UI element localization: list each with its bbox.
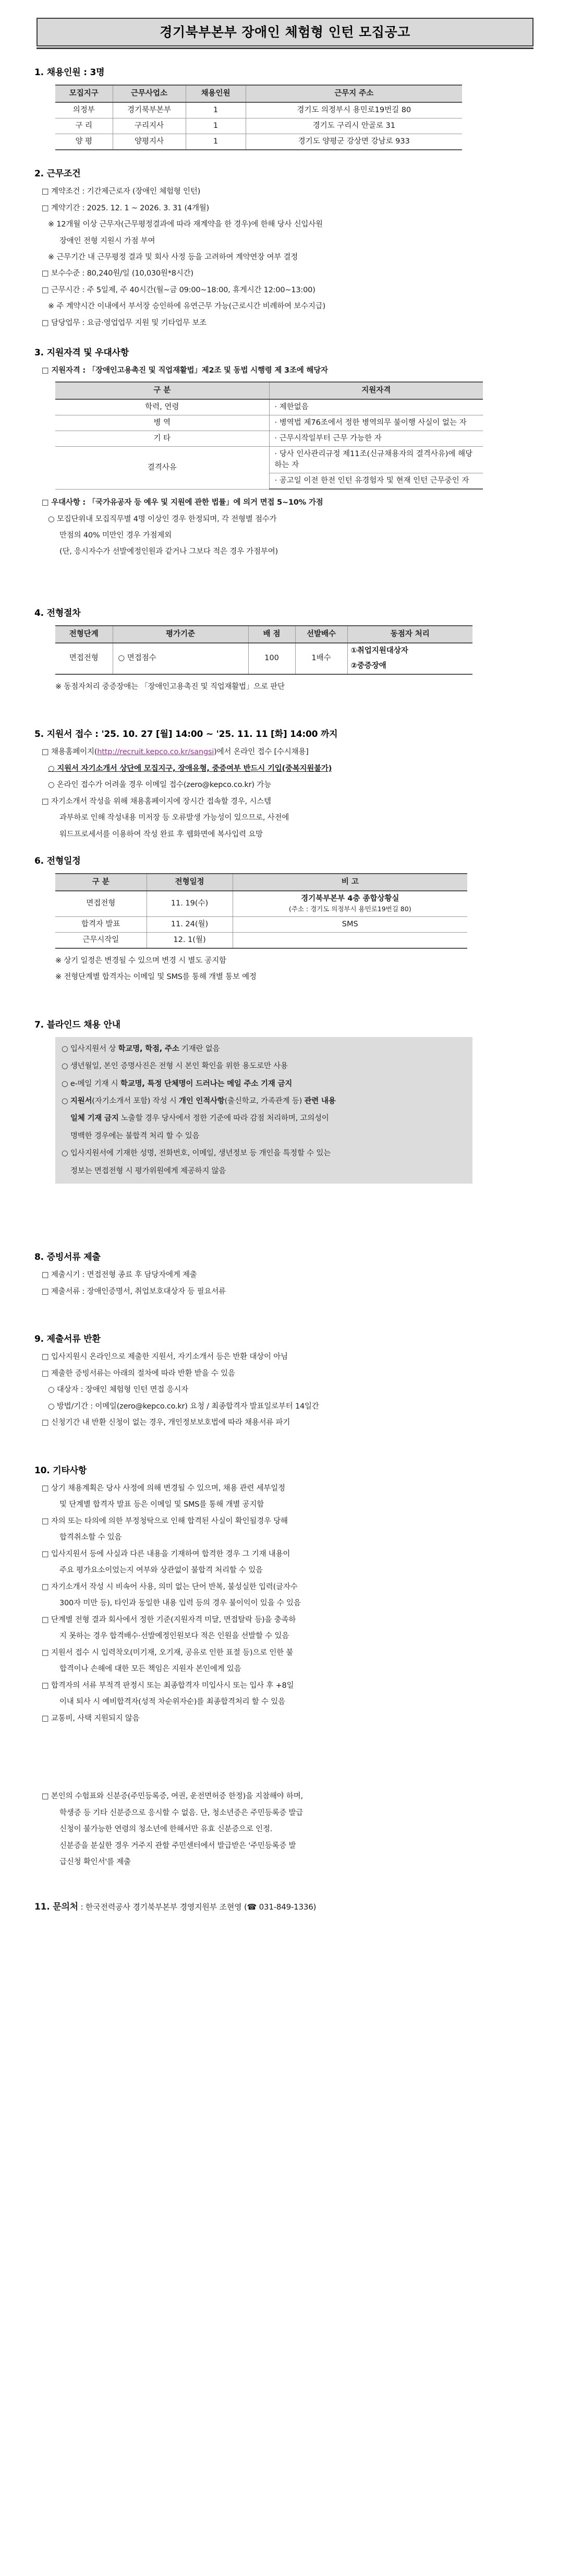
other-item-7-cont: 이내 퇴사 시 예비합격자(성적 차순위자순)를 최종합격처리 할 수 있음 — [59, 1698, 285, 1707]
col-multiple: 선발배수 — [295, 626, 347, 643]
cell-district: 구 리 — [55, 118, 113, 134]
box-bullet-icon: □ — [42, 285, 49, 294]
cell-address: 경기도 양평군 강상면 강남로 933 — [246, 134, 462, 150]
blind-recruitment-box — [55, 1037, 472, 1184]
recruit-homepage-link[interactable]: http://recruit.kepco.co.kr/sangsi — [97, 748, 214, 757]
box-bullet-icon: □ — [42, 1484, 49, 1493]
section-6-note-1: ※ 상기 일정은 변경될 수 있으며 변경 시 별도 공지함 — [55, 956, 226, 965]
cell-criteria: ○ 면접점수 — [113, 643, 248, 674]
box-bullet-icon: □ — [42, 1369, 49, 1378]
table-header-row — [55, 382, 483, 399]
asterisk-bullet-icon: ※ — [48, 253, 54, 261]
cell-headcount: 1 — [186, 118, 246, 134]
schedule-table — [55, 873, 467, 948]
id-requirement-line-3: 신청이 불가능한 연령의 청소년에 한해서만 유효 신분증으로 인정. — [59, 1825, 273, 1834]
cell-qualification: · 공고일 이전 한전 인턴 유경험자 및 현재 인턴 근무중인 자 — [269, 473, 483, 490]
work-condition-note-2: ※ 근무기간 내 근무평정 결과 및 회사 사정 등을 고려하여 계약연장 여부 결정 — [48, 253, 298, 261]
circle-bullet-icon: ○ — [48, 1402, 55, 1411]
cell-address: 경기도 구리시 안골로 31 — [246, 118, 462, 134]
cell-date: 12. 1(월) — [147, 932, 233, 948]
submit-timing: □ 제출시기 : 면접전형 종료 후 담당자에게 제출 — [42, 1271, 197, 1280]
box-bullet-icon: □ — [42, 1681, 49, 1690]
table-row — [55, 916, 467, 932]
section-6-note-2: ※ 전형단계별 합격자는 이메일 및 SMS를 통해 개별 통보 예정 — [55, 973, 257, 982]
id-requirement-line-5: 급신청 확인서'를 제출 — [59, 1858, 131, 1867]
section-5-heading: 5. 지원서 접수 : '25. 10. 27 [월] 14:00 ~ '25. 11. 11 [화] 14:00 까지 — [34, 729, 338, 740]
box-bullet-icon: □ — [42, 269, 49, 278]
table-header-row — [55, 85, 462, 102]
other-item-4: □ 자기소개서 작성 시 비속어 사용, 의미 없는 단어 반복, 불성실한 입력(글자수 — [42, 1582, 298, 1591]
table-row — [55, 431, 483, 446]
blind-item-5-cont: 정보는 면접전형 시 평가위원에게 제공하지 않음 — [70, 1166, 226, 1175]
apply-note-system-cont-1: 과부하로 인해 작성내용 미저장 등 오류발생 가능성이 있으므로, 사전에 — [59, 814, 289, 822]
box-bullet-icon: □ — [42, 748, 49, 757]
other-item-7: □ 합격자의 서류 부적격 판정시 또는 최종합격자 미입사시 또는 입사 후 +8일 — [42, 1681, 294, 1690]
preference-note-1-cont: 만점의 40% 미만인 경우 가점제외 — [59, 531, 172, 540]
cell-stage: 합격자 발표 — [55, 916, 147, 932]
asterisk-bullet-icon: ※ — [48, 302, 54, 311]
submit-documents: □ 제출서류 : 장애인증명서, 취업보호대상자 등 필요서류 — [42, 1287, 226, 1296]
cell-qualification: · 당사 인사관리규정 제11조(신규채용자의 결격사유)에 해당하는 자 — [269, 446, 483, 473]
cell-remarks — [233, 932, 467, 948]
circle-bullet-icon: ○ — [48, 781, 55, 790]
spacer — [34, 697, 536, 711]
col-criteria: 평가기준 — [113, 626, 248, 643]
spacer — [34, 1729, 536, 1791]
box-bullet-icon: □ — [42, 1287, 49, 1296]
section-4-heading: 4. 전형절차 — [34, 607, 81, 618]
other-item-4-cont: 300자 미만 등), 타인과 동일한 내용 입력 등의 경우 불이익이 있을 수 있음 — [59, 1599, 301, 1608]
small-circle-bullet-icon: ○ — [62, 1079, 68, 1088]
section-7-heading: 7. 블라인드 채용 안내 — [34, 1019, 120, 1030]
col-tiebreak: 동점자 처리 — [347, 626, 472, 643]
other-item-6: □ 지원서 접수 시 입력착오(미기재, 오기재, 공유로 인한 표절 등)으로 인한 불 — [42, 1648, 294, 1657]
other-item-2-cont: 합격취소할 수 있음 — [59, 1533, 122, 1542]
small-circle-bullet-icon: ○ — [62, 1097, 68, 1105]
box-bullet-icon: □ — [42, 318, 49, 327]
tiebreak-item-2: ②중증장애 — [350, 661, 386, 670]
box-bullet-icon: □ — [42, 1418, 49, 1427]
other-item-2: □ 자의 또는 타의에 의한 부정청탁으로 인해 합격된 사실이 확인될경우 당해 — [42, 1517, 288, 1525]
work-condition-note-1: ※ 12개월 이상 근무자(근무평정결과에 따라 재계약을 한 경우)에 한해 당사 신입사원 — [48, 220, 323, 229]
asterisk-bullet-icon: ※ — [48, 220, 54, 229]
box-bullet-icon: □ — [42, 1792, 49, 1801]
box-bullet-icon: □ — [42, 1517, 49, 1525]
blind-item-3: ○ e-메일 기재 시 학교명, 특정 단체명이 드러나는 메일 주소 기재 금지 — [62, 1079, 293, 1088]
table-row — [55, 415, 483, 431]
preference-lead: □ 우대사항 : 「국가유공자 등 예우 및 지원에 관한 법률」에 의거 면접 5~10% 가점 — [42, 498, 323, 507]
cell-remarks: SMS — [233, 916, 467, 932]
id-requirement-line-2: 학생증 등 기타 신분증으로 응시할 수 없음. 단, 청소년증은 주민등록증 발급 — [59, 1808, 304, 1817]
cell-category: 결격사유 — [55, 446, 269, 489]
box-bullet-icon: □ — [42, 1582, 49, 1591]
blind-item-5: ○ 입사지원서에 기재한 성명, 전화번호, 이메일, 생년정보 등 개인을 특정할 수 있는 — [62, 1149, 331, 1158]
small-circle-bullet-icon: ○ — [62, 1044, 68, 1053]
box-bullet-icon: □ — [42, 797, 49, 806]
table-row — [55, 399, 483, 415]
table-row — [55, 446, 483, 473]
table-row — [55, 134, 462, 150]
qualification-table — [55, 381, 483, 490]
section-9-heading: 9. 제출서류 반환 — [34, 1334, 101, 1345]
box-bullet-icon: □ — [42, 1714, 49, 1723]
page-title: 경기북부본부 장애인 체험형 인턴 모집공고 — [160, 25, 410, 40]
return-note-3: □ 신청기간 내 반환 신청이 없는 경우, 개인정보보호법에 따라 채용서류 파기 — [42, 1418, 290, 1427]
col-headcount: 채용인원 — [186, 85, 246, 102]
box-bullet-icon: □ — [42, 204, 49, 212]
box-bullet-icon: □ — [42, 187, 49, 196]
section-2-heading: 2. 근무조건 — [34, 169, 81, 180]
other-item-5-cont: 지 못하는 경우 합격배수·선발예정인원보다 적은 인원을 선발할 수 있음 — [59, 1632, 289, 1641]
cell-qualification: · 근무시작일부터 근무 가능한 자 — [269, 431, 483, 446]
box-bullet-icon: □ — [42, 1549, 49, 1558]
work-condition-duties: □ 담당업무 : 요금·영업업무 지원 및 기타업무 보조 — [42, 318, 207, 327]
cell-headcount: 1 — [186, 102, 246, 118]
other-item-8: □ 교통비, 사택 지원되지 않음 — [42, 1714, 140, 1723]
cell-stage: 면접전형 — [55, 643, 113, 674]
other-item-5: □ 단계별 전형 결과 회사에서 정한 기준(지원자격 미달, 면접탈락 등)을 충족하 — [42, 1615, 296, 1624]
apply-note-system-cont-2: 워드프로세서를 이용하여 작성 완료 후 웹화면에 복사입력 요망 — [59, 830, 263, 839]
table-row — [55, 932, 467, 948]
blind-item-1: ○ 입사지원서 상 학교명, 학점, 주소 기재란 없음 — [62, 1044, 220, 1053]
cell-headcount: 1 — [186, 134, 246, 150]
work-condition-contract-type: □ 계약조건 : 기간제근로자 (장애인 체험형 인턴) — [42, 187, 201, 196]
apply-note-email: ○ 온라인 접수가 어려울 경우 이메일 접수(zero@kepco.co.kr) 가능 — [48, 781, 271, 790]
cell-office: 양평지사 — [113, 134, 186, 150]
section-11-contact: 11. 문의처 : 한국전력공사 경기북부본부 경영지원부 조현영 (☎ 031-849-1336) — [34, 1901, 317, 1912]
apply-homepage-line: □ 채용홈페이지(http://recruit.kepco.co.kr/sangsi)에서 온라인 접수 [수시채용] — [42, 748, 309, 757]
other-item-3-cont: 주요 평가요소이었는지 여부와 상관없이 불합격 처리할 수 있음 — [59, 1566, 263, 1575]
table-row — [55, 891, 467, 916]
table-row — [55, 118, 462, 134]
cell-office: 구리지사 — [113, 118, 186, 134]
id-requirement-line-4: 신분증을 분실한 경우 거주지 관할 주민센터에서 발급받은 '주민등록증 발 — [59, 1841, 296, 1850]
preference-note-2: (단, 응시자수가 선발예정인원과 같거나 그보다 적은 경우 가점부여) — [59, 547, 278, 556]
spacer — [34, 988, 536, 1001]
tiebreak-item-1: ①취업지원대상자 — [350, 646, 408, 655]
work-condition-period: □ 계약기간 : 2025. 12. 1 ~ 2026. 3. 31 (4개월) — [42, 204, 210, 212]
process-table — [55, 625, 472, 675]
circle-bullet-icon: ○ — [48, 515, 55, 523]
section-1-heading: 1. 채용인원 : 3명 — [34, 67, 105, 78]
return-note-1: □ 입사지원시 온라인으로 제출한 지원서, 자기소개서 등은 반환 대상이 아님 — [42, 1353, 288, 1362]
apply-note-required-fields: ○ 지원서 자기소개서 상단에 모집지구, 장애유형, 중증여부 반드시 기입(중복지원불가) — [48, 764, 332, 773]
preference-note-1: ○ 모집단위내 모집직무별 4명 이상인 경우 한정되며, 각 전형별 점수가 — [48, 515, 277, 523]
blind-item-4-cont-1: 일체 기재 금지 노출할 경우 당사에서 정한 기준에 따라 감점 처리하며, 고의성이 — [70, 1114, 329, 1123]
cell-category: 학력, 연령 — [55, 399, 269, 415]
table-header-row — [55, 874, 467, 891]
col-stage: 전형단계 — [55, 626, 113, 643]
col-qualification: 지원자격 — [269, 382, 483, 399]
small-circle-bullet-icon: ○ — [62, 1062, 68, 1071]
work-condition-hours: □ 근무시간 : 주 5일제, 주 40시간(월~금 09:00~18:00, 휴게시간 12:00~13:00) — [42, 285, 316, 294]
venue-name: 경기북부본부 4층 종합상황실 — [301, 895, 399, 903]
cell-stage: 면접전형 — [55, 891, 147, 916]
qualification-lead: □ 지원자격 : 「장애인고용촉진 및 직업재활법」제2조 및 동법 시행령 제 3조에 해당자 — [42, 366, 328, 375]
cell-stage: 근무시작일 — [55, 932, 147, 948]
table-header-row — [55, 626, 472, 643]
cell-district: 의정부 — [55, 102, 113, 118]
box-bullet-icon: □ — [42, 366, 49, 375]
work-condition-pay: □ 보수수준 : 80,240원/일 (10,030원*8시간) — [42, 269, 193, 278]
cell-tiebreak — [347, 643, 472, 674]
section-6-heading: 6. 전형일정 — [34, 856, 81, 867]
section-8-heading: 8. 증빙서류 제출 — [34, 1252, 101, 1263]
title-underbar — [37, 47, 533, 49]
venue-address: (주소 : 경기도 의정부시 용민로19번길 80) — [288, 905, 411, 913]
col-stage: 구 분 — [55, 874, 147, 891]
section-4-note: ※ 동점자처리 중증장애는 「장애인고용촉진 및 직업재활법」으로 판단 — [55, 683, 285, 691]
cell-qualification: · 병역법 제76조에서 정한 병역의무 불이행 사실이 없는 자 — [269, 415, 483, 431]
table-row — [55, 643, 472, 674]
table-row — [55, 102, 462, 118]
section-3-heading: 3. 지원자격 및 우대사항 — [34, 348, 129, 359]
col-address: 근무지 주소 — [246, 85, 462, 102]
section-11-heading: 11. 문의처 — [34, 1901, 78, 1912]
cell-district: 양 평 — [55, 134, 113, 150]
spacer — [34, 1873, 536, 1900]
blind-item-4-cont-2: 명백한 경우에는 불합격 처리 할 수 있음 — [70, 1131, 200, 1140]
apply-note-system: □ 자기소개서 작성을 위해 채용홈페이지에 장시간 접속할 경우, 시스템 — [42, 797, 271, 806]
cell-address: 경기도 의정부시 용민로19번길 80 — [246, 102, 462, 118]
col-score: 배 점 — [248, 626, 295, 643]
return-method: ○ 방법/기간 : 이메일(zero@kepco.co.kr) 요청 / 최종합격자 발표일로부터 14일간 — [48, 1402, 319, 1411]
other-item-1-cont: 및 단계별 합격자 발표 등은 이메일 및 SMS를 통해 개별 공지함 — [59, 1500, 264, 1509]
box-bullet-icon: □ — [42, 498, 49, 507]
cell-category: 병 역 — [55, 415, 269, 431]
cell-qualification: · 제한없음 — [269, 399, 483, 415]
cell-date: 11. 24(월) — [147, 916, 233, 932]
cell-office: 경기북부본부 — [113, 102, 186, 118]
blind-item-2: ○ 생년월일, 본인 증명사진은 전형 시 본인 확인을 위한 용도로만 사용 — [62, 1062, 288, 1071]
work-condition-note-1-cont: 장애인 전형 지원시 가점 부여 — [59, 236, 155, 245]
spacer — [34, 1184, 536, 1234]
col-office: 근무사업소 — [113, 85, 186, 102]
cell-multiple: 1배수 — [295, 643, 347, 674]
spacer — [34, 563, 536, 590]
small-circle-bullet-icon: ○ — [62, 1149, 68, 1158]
other-item-6-cont: 합격이나 손해에 대한 모든 책임은 지원자 본인에게 있음 — [59, 1665, 241, 1674]
box-bullet-icon: □ — [42, 1648, 49, 1657]
cell-score: 100 — [248, 643, 295, 674]
col-date: 전형일정 — [147, 874, 233, 891]
box-bullet-icon: □ — [42, 1353, 49, 1362]
col-district: 모집지구 — [55, 85, 113, 102]
box-bullet-icon: □ — [42, 1271, 49, 1280]
recruit-table — [55, 85, 462, 150]
cell-date: 11. 19(수) — [147, 891, 233, 916]
cell-remarks — [233, 891, 467, 916]
spacer — [34, 1302, 536, 1316]
id-requirement-line-1: □ 본인의 수험표와 신분증(주민등록증, 여권, 운전면허증 한정)을 지참해야 하며, — [42, 1792, 303, 1801]
return-target: ○ 대상자 : 장애인 체험형 인턴 면접 응시자 — [48, 1386, 188, 1394]
col-category: 구 분 — [55, 382, 269, 399]
cell-category: 기 타 — [55, 431, 269, 446]
blind-item-4: ○ 지원서(자기소개서 포함) 작성 시 개인 인적사항(출신학교, 가족관계 등) 관련 내용 — [62, 1097, 336, 1105]
work-condition-note-3: ※ 주 계약시간 이내에서 부서장 승인하에 유연근무 가능(근로시간 비례하여 보수지급) — [48, 302, 325, 311]
other-item-1: □ 상기 채용계획은 당사 사정에 의해 변경될 수 있으며, 채용 관련 세부일정 — [42, 1484, 285, 1493]
circle-bullet-icon: ○ — [48, 764, 55, 773]
col-remarks: 비 고 — [233, 874, 467, 891]
return-note-2: □ 제출한 증빙서류는 아래의 절차에 따라 반환 받을 수 있음 — [42, 1369, 235, 1378]
document-title-banner — [37, 18, 533, 46]
section-10-heading: 10. 기타사항 — [34, 1465, 87, 1476]
other-item-3: □ 입사지원서 등에 사실과 다른 내용을 기재하여 합격한 경우 그 기재 내용이 — [42, 1549, 290, 1558]
box-bullet-icon: □ — [42, 1615, 49, 1624]
circle-bullet-icon: ○ — [48, 1386, 55, 1394]
spacer — [34, 1434, 536, 1447]
